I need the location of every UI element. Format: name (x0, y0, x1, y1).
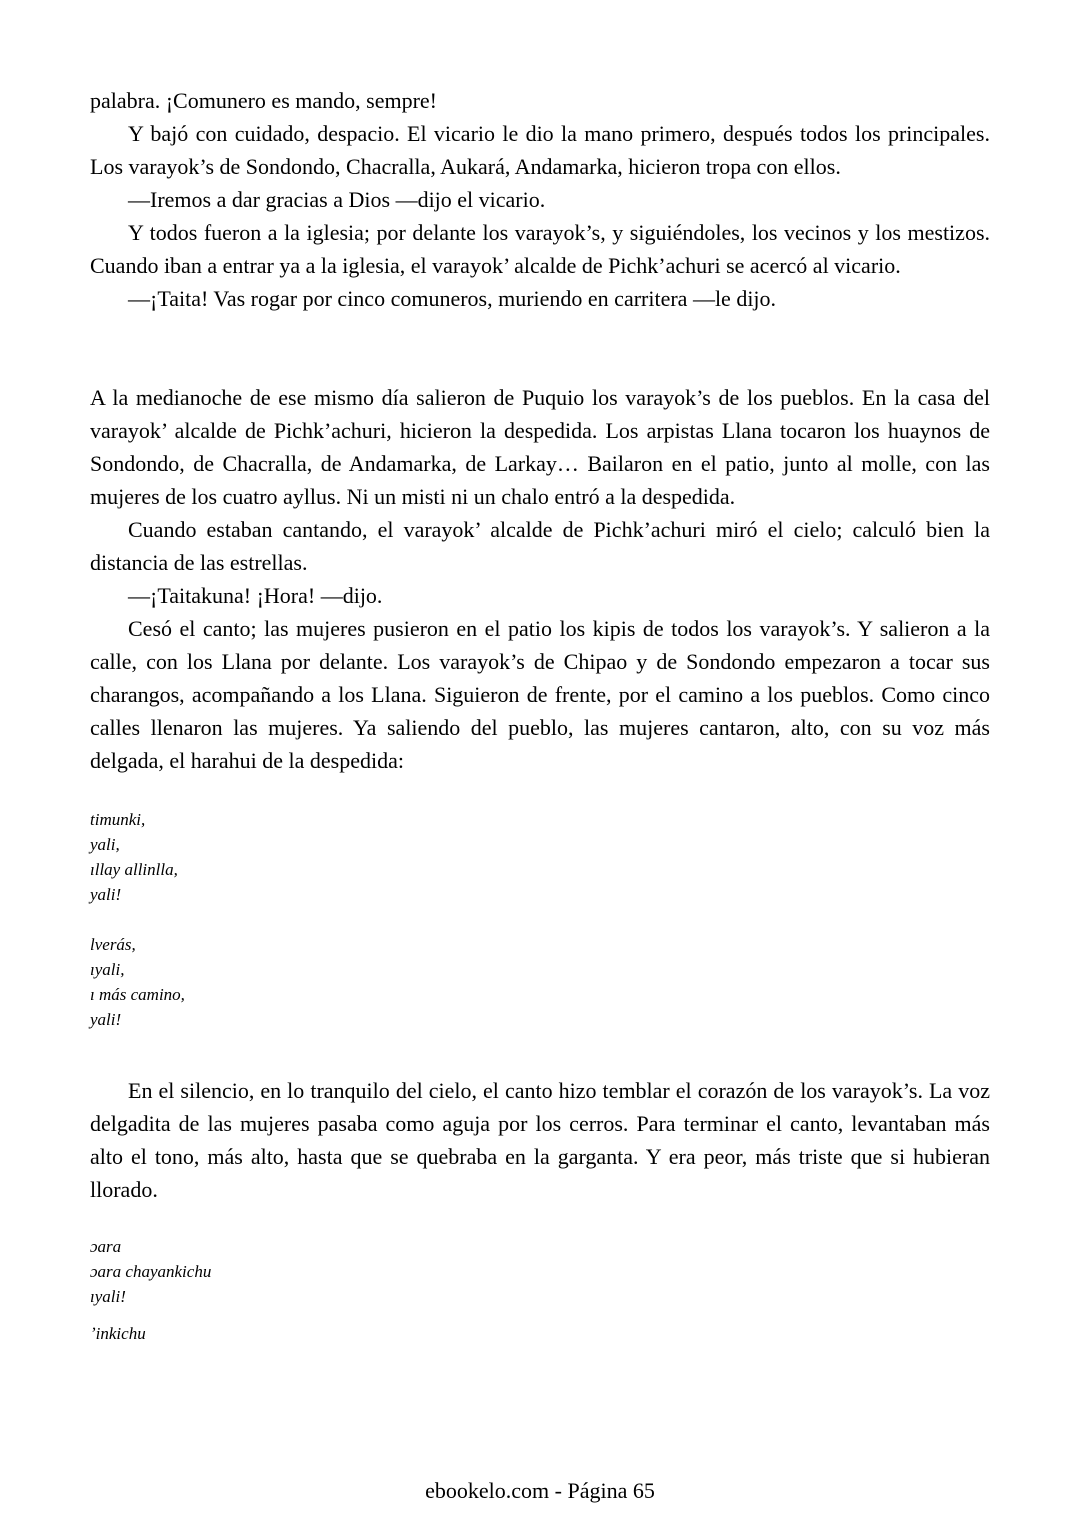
verse-line: ı más camino, (90, 985, 185, 1004)
verse-stanza (90, 1234, 990, 1309)
dialogue-line: —Iremos a dar gracias a Dios —dijo el vicario. (128, 187, 546, 212)
verse-line: ıllay allinlla, (90, 860, 178, 879)
dialogue-line: —¡Taita! Vas rogar por cinco comuneros, muriendo en carritera —le dijo. (128, 286, 777, 311)
paragraph: Y todos fueron a la iglesia; por delante los varayok’s, y siguiéndoles, los vecinos y los mestizos. Cuando iban a entrar ya a la iglesia, el varayok’ alcalde de Pichk’achuri se acercó al vicario. (90, 220, 990, 278)
paragraph: Cuando estaban cantando, el varayok’ alcalde de Pichk’achuri miró el cielo; calculó bien la distancia de las estrellas. (90, 517, 990, 575)
dialogue-line: —¡Taitakuna! ¡Hora! —dijo. (128, 583, 383, 608)
verse-stanza (90, 1321, 990, 1346)
verse-line: ɔara (90, 1237, 122, 1256)
paragraph: En el silencio, en lo tranquilo del cielo, el canto hizo temblar el corazón de los varayok’s. La voz delgadita de las mujeres pasaba como aguja por los cerros. Para terminar el canto, levantaban más alto el tono, más alto, hasta que se quebraba en la garganta. Y era peor, más triste que si hubieran llorado. (90, 1078, 990, 1202)
paragraph: Y bajó con cuidado, despacio. El vicario le dio la mano primero, después todos los principales. Los varayok’s de Sondondo, Chacralla, Aukará, Andamarka, hicieron tropa con ellos. (90, 121, 990, 179)
verse-line: timunki, (90, 810, 146, 829)
verse-line: ɔara chayankichu (90, 1262, 212, 1281)
verse-line: yali! (90, 1010, 122, 1029)
verse-line: yali! (90, 885, 122, 904)
verse-line: ıyali, (90, 960, 125, 979)
paragraph-continuation: palabra. ¡Comunero es mando, sempre! (90, 88, 437, 113)
page-footer: ebookelo.com - Página 65 (425, 1478, 655, 1503)
paragraph: Cesó el canto; las mujeres pusieron en el patio los kipis de todos los varayok’s. Y salieron a la calle, con los Llana por delante. Los varayok’s de Chipao y de Sondondo empezaron a tocar sus charangos, acompañando a los Llana. Siguieron de frente, por el camino a los pueblos. Como cinco calles llenaron las mujeres. Ya saliendo del pueblo, las mujeres cantaron, alto, con su voz más delgada, el harahui de la despedida: (90, 616, 990, 773)
verse-stanza (90, 807, 990, 907)
verse-line: lverás, (90, 935, 136, 954)
verse-line: yali, (90, 835, 120, 854)
verse-line: ʼinkichu (90, 1324, 146, 1343)
paragraph: A la medianoche de ese mismo día salieron de Puquio los varayok’s de los pueblos. En la casa del varayok’ alcalde de Pichk’achuri, hicieron la despedida. Los arpistas Llana tocaron los huaynos de Sondondo, de Chacralla, de Andamarka, de Larkay… Bailaron en el patio, junto al molle, con las mujeres de los cuatro ayllus. Ni un misti ni un chalo entró a la despedida. (90, 385, 990, 509)
verse-line: ıyali! (90, 1287, 126, 1306)
verse-stanza (90, 932, 990, 1032)
